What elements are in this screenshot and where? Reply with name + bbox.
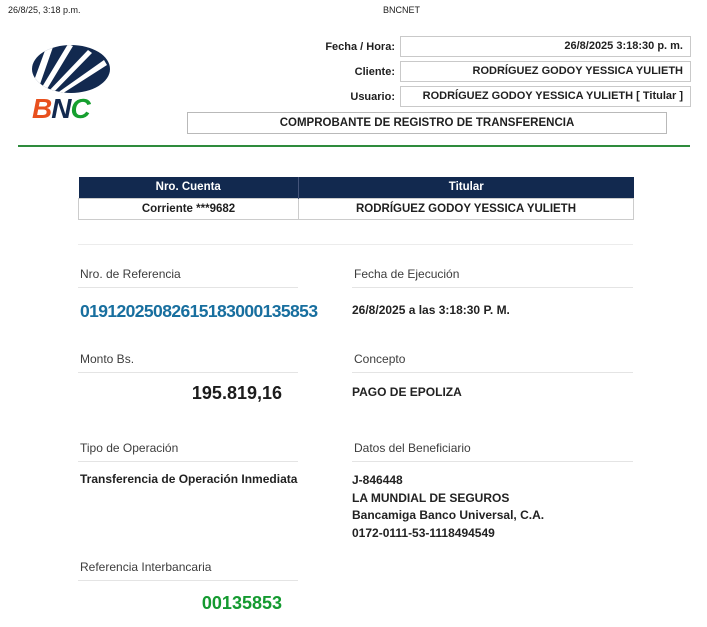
concept-value: PAGO DE EPOLIZA (352, 385, 462, 399)
account-holder-cell: RODRÍGUEZ GODOY YESSICA YULIETH (299, 198, 634, 219)
table-row (79, 198, 634, 219)
field-row-fecha-hora (150, 36, 691, 57)
amount-value: 195.819,16 (191, 383, 282, 403)
beneficiary-block (352, 472, 544, 542)
field-row-usuario (150, 86, 691, 107)
transfer-detail-card (78, 244, 633, 627)
print-timestamp: 26/8/25, 3:18 p.m. (8, 5, 81, 15)
print-header (0, 5, 707, 17)
amount-label: Monto Bs. (78, 352, 298, 373)
logo-letter-b: B (32, 93, 52, 124)
concept-label: Concepto (352, 352, 633, 373)
beneficiary-account: 0172-0111-53-1118494549 (352, 525, 495, 540)
operation-type-label: Tipo de Operación (78, 441, 298, 462)
interbank-reference-value: 00135853 (201, 593, 282, 613)
account-number-header: Nro. Cuenta (79, 177, 299, 198)
execution-date-value: 26/8/2025 a las 3:18:30 P. M. (352, 303, 510, 317)
interbank-reference-label: Referencia Interbancaria (78, 560, 298, 581)
account-table (78, 177, 634, 220)
beneficiary-label: Datos del Beneficiario (352, 441, 633, 462)
bnc-fan-icon (30, 44, 112, 94)
account-holder-header: Titular (299, 177, 634, 198)
beneficiary-bank: Bancamiga Banco Universal, C.A. (352, 508, 545, 522)
bnc-logo-wordmark (30, 93, 120, 124)
cliente-label: Cliente: (354, 65, 395, 78)
bnc-logo (30, 44, 120, 122)
print-site-name: BNCNET (383, 5, 421, 15)
account-table-header-row (79, 177, 634, 198)
reference-label: Nro. de Referencia (78, 267, 298, 288)
fecha-hora-label: Fecha / Hora: (325, 40, 395, 53)
logo-letter-c: C (70, 93, 90, 124)
usuario-label: Usuario: (350, 90, 395, 103)
operation-type-value: Transferencia de Operación Inmediata (80, 472, 298, 486)
account-number-cell: Corriente ***9682 (79, 198, 299, 219)
logo-letter-n: N (51, 93, 71, 124)
beneficiary-rif: J-846448 (352, 473, 403, 487)
field-row-cliente (150, 61, 691, 82)
fecha-hora-value: 26/8/2025 3:18:30 p. m. (400, 36, 691, 57)
execution-date-label: Fecha de Ejecución (352, 267, 633, 288)
usuario-value: RODRÍGUEZ GODOY YESSICA YULIETH [ Titular ] (400, 86, 691, 107)
receipt-title: COMPROBANTE DE REGISTRO DE TRANSFERENCIA (187, 112, 667, 134)
reference-value: 01912025082615183000135853 (80, 301, 318, 321)
cliente-value: RODRÍGUEZ GODOY YESSICA YULIETH (400, 61, 691, 82)
beneficiary-name: LA MUNDIAL DE SEGUROS (352, 490, 510, 505)
green-divider (18, 145, 690, 147)
